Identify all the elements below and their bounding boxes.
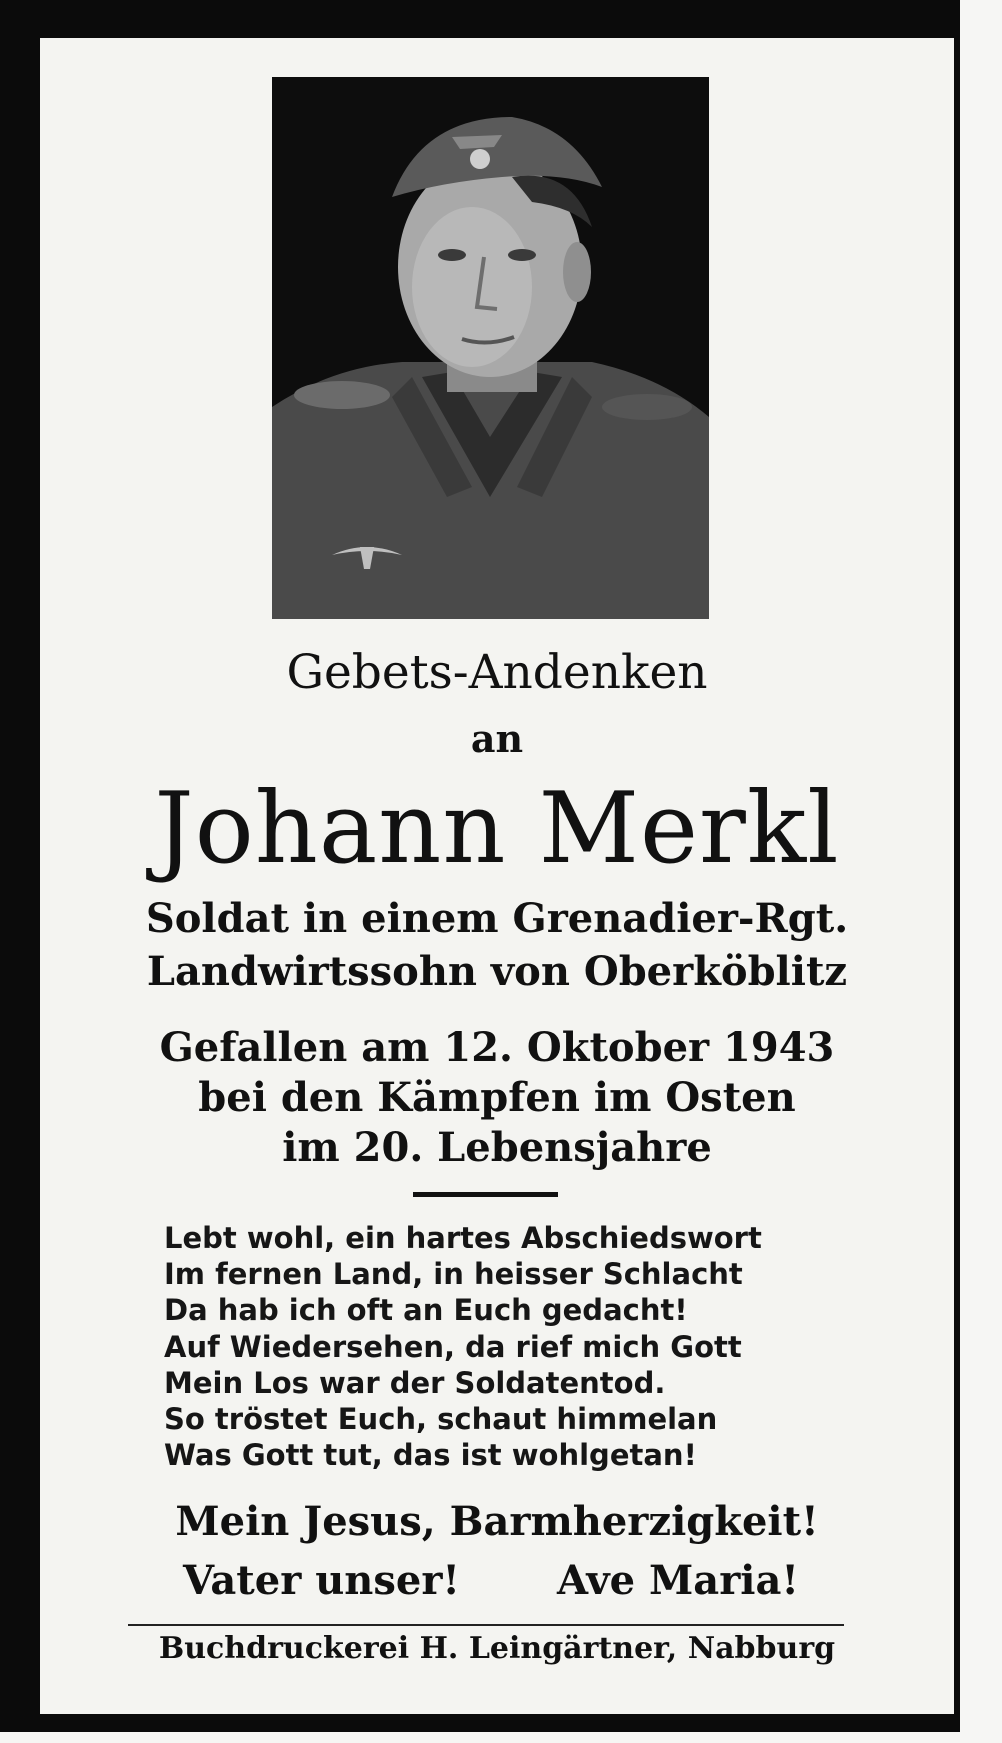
printer-imprint: Buchdruckerei H. Leingärtner, Nabburg	[158, 1631, 836, 1666]
poem-line: Auf Wiedersehen, da rief mich Gott	[164, 1329, 742, 1364]
farewell-poem	[164, 1220, 864, 1473]
poem-line: So tröstet Euch, schaut himmelan	[164, 1402, 718, 1437]
divider-rule	[413, 1192, 558, 1197]
poem-line: Was Gott tut, das ist wohlgetan!	[164, 1438, 697, 1473]
card-heading: Gebets-Andenken	[286, 645, 708, 700]
deceased-name: Johann Merkl	[154, 772, 840, 886]
death-place-line: bei den Kämpfen im Osten	[198, 1074, 796, 1121]
portrait-illustration	[272, 77, 709, 619]
prayer-ave-maria: Ave Maria!	[557, 1557, 799, 1604]
soldier-portrait-photo	[272, 77, 709, 619]
origin-line: Landwirtssohn von Oberköblitz	[146, 948, 848, 995]
footer-rule	[128, 1624, 844, 1626]
poem-line: Da hab ich oft an Euch gedacht!	[164, 1293, 688, 1328]
poem-line: Mein Los war der Soldatentod.	[164, 1365, 666, 1400]
rank-line: Soldat in einem Grenadier-Rgt.	[145, 895, 849, 942]
card-preposition: an	[470, 716, 524, 761]
prayer-our-father: Vater unser!	[183, 1557, 460, 1604]
poem-line: Im fernen Land, in heisser Schlacht	[164, 1257, 743, 1292]
prayer-mercy: Mein Jesus, Barmherzigkeit!	[175, 1498, 819, 1545]
death-date-line: Gefallen am 12. Oktober 1943	[159, 1024, 835, 1071]
age-line: im 20. Lebensjahre	[282, 1124, 712, 1171]
poem-line: Lebt wohl, ein hartes Abschiedswort	[164, 1221, 762, 1255]
